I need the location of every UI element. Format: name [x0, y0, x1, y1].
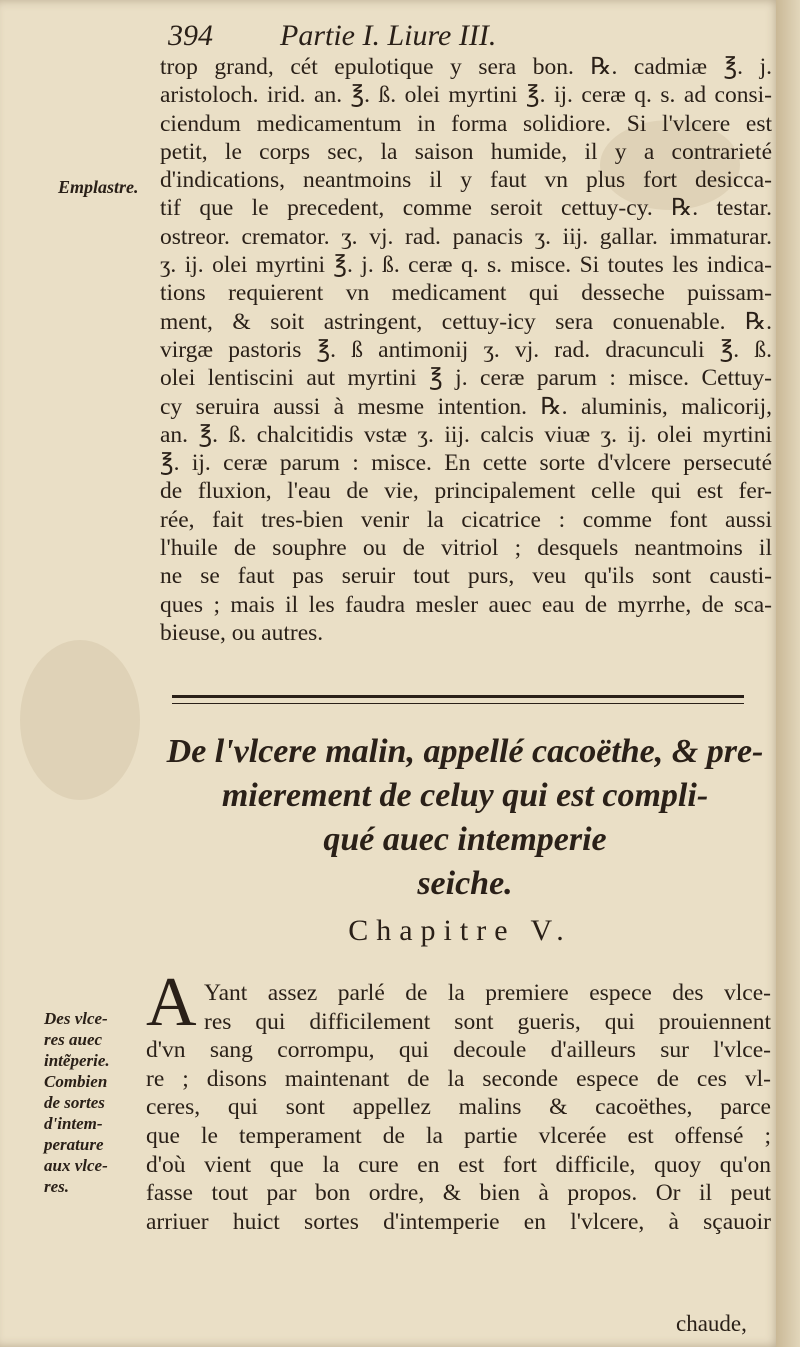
text-line: d'vn sang corrompu, qui decoule d'ailleurs sur l'vlce-: [146, 1037, 771, 1064]
title-line: mierement de celuy qui est compli-: [221, 777, 709, 814]
section1-text: [160, 53, 772, 647]
text-line: aristoloch. irid. an. ℥. ß. olei myrtini ℥. ij. ceræ q. s. ad consi-: [160, 82, 772, 109]
page-number: 394: [168, 19, 213, 52]
text-line: ℥. ij. ceræ parum : misce. En cette sorte d'vlcere persecuté: [160, 450, 772, 477]
text-line: que le temperament de la partie vlcerée est offensé ;: [146, 1122, 771, 1149]
text-line: arriuer huict sortes d'intemperie en l'vlcere, à sçauoir: [146, 1208, 771, 1235]
margin-note-line: perature: [44, 1135, 104, 1154]
paper-stain: [20, 640, 140, 800]
title-line: qué auec intemperie: [323, 821, 607, 858]
text-line: an. ℥. ß. chalcitidis vstæ ʒ. iij. calcis viuæ ʒ. ij. olei myrtini: [160, 421, 772, 448]
margin-note-des-vlceres: [44, 1008, 110, 1197]
text-line: l'huile de souphre ou de vitriol ; desquels neantmoins il: [160, 535, 772, 562]
section-divider: [172, 695, 744, 704]
section2-text: [146, 979, 771, 1236]
text-line: cy seruira aussi à mesme intention. ℞. aluminis, malicorij,: [160, 393, 772, 420]
text-line: virgæ pastoris ℥. ß antimonij ʒ. vj. rad. dracunculi ℥. ß.: [160, 336, 772, 363]
text-line: ciendum medicamentum in forma solidiore. Si l'vlcere est: [160, 110, 772, 137]
chapter-heading: Chapitre V.: [348, 914, 572, 947]
text-line: ment, & soit astringent, cettuy-icy sera conuenable. ℞.: [160, 308, 772, 335]
margin-note-line: d'intem-: [44, 1114, 103, 1133]
text-line: ostreor. cremator. ʒ. vj. rad. panacis ʒ. iij. gallar. immaturar.: [160, 223, 772, 250]
text-line: petit, le corps sec, la saison humide, il y a contrarieté: [160, 138, 772, 165]
text-line: Yant assez parlé de la premiere espece des vlce-: [204, 980, 771, 1006]
title-line: De l'vlcere malin, appellé cacoëthe, & pre-: [166, 733, 764, 770]
text-line: ceres, qui sont appellez malins & cacoëthes, parce: [146, 1094, 771, 1121]
text-line: fasse tout par bon ordre, & bien à propos. Or il peut: [146, 1180, 771, 1207]
running-title: Partie I. Liure III.: [280, 19, 497, 52]
page-header: [168, 18, 728, 54]
margin-note-emplastre: Emplastre.: [58, 177, 139, 197]
text-line: olei lentiscini aut myrtini ℥ j. ceræ parum : misce. Cettuy-: [160, 365, 772, 392]
margin-note-line: Combien: [44, 1072, 108, 1091]
text-line: d'où vient que la cure en est fort difficile, quoy qu'on: [146, 1151, 771, 1178]
margin-note-line: res.: [44, 1177, 70, 1196]
margin-note-line: res auec: [44, 1030, 103, 1049]
text-line: d'indications, neantmoins il y faut vn plus fort desicca-: [160, 167, 772, 194]
text-line: ne se faut pas seruir tout purs, veu qu'ils sont causti-: [160, 563, 772, 590]
catchword: chaude,: [676, 1311, 747, 1336]
text-line: bieuse, ou autres.: [160, 619, 324, 646]
section-title: [150, 730, 780, 906]
text-line: re ; disons maintenant de la seconde espece de ces vl-: [146, 1065, 771, 1092]
title-line: seiche.: [417, 865, 513, 902]
text-line: rée, fait tres-bien venir la cicatrice : comme font aussi: [160, 506, 772, 533]
margin-note-line: de sortes: [44, 1093, 105, 1112]
text-line: trop grand, cét epulotique y sera bon. ℞. cadmiæ ℥. j.: [160, 54, 772, 80]
drop-cap: A: [146, 964, 197, 1041]
text-line: tions requierent vn medicament qui desseche puissam-: [160, 280, 772, 307]
book-gutter: [776, 0, 800, 1347]
margin-note-line: Des vlce-: [44, 1009, 108, 1028]
text-line: res qui difficilement sont gueris, qui prouiennent: [204, 1008, 771, 1035]
text-line: ʒ. ij. olei myrtini ℥. j. ß. ceræ q. s. misce. Si toutes les indica-: [160, 252, 772, 279]
margin-note-line: intẽperie.: [44, 1051, 110, 1070]
text-line: tif que le precedent, comme seroit cettuy-cy. ℞. testar.: [160, 195, 772, 222]
margin-note-line: aux vlce-: [44, 1156, 108, 1175]
text-line: ques ; mais il les faudra mesler auec eau de myrrhe, de sca-: [160, 591, 772, 618]
text-line: de fluxion, l'eau de vie, principalement celle qui est fer-: [160, 478, 772, 505]
